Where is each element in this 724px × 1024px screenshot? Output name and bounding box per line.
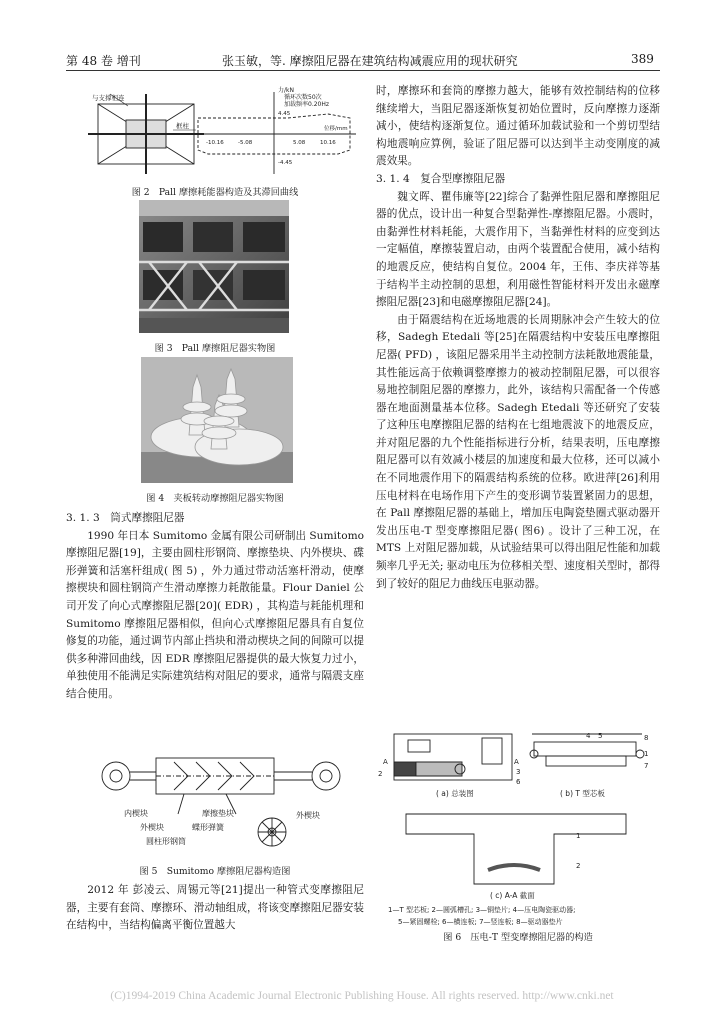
fig2-x-tick: 10.16 xyxy=(320,140,336,146)
fig2-label-brace: 与支撑相连 xyxy=(92,94,125,102)
fig6-legend-2: 5—紧固螺栓; 6—横连板; 7—竖连板; 8—驱动器垫片 xyxy=(398,918,563,926)
fig5-drawing xyxy=(96,752,348,856)
fig2-x-tick: -5.08 xyxy=(238,140,253,146)
fig2-x-unit: 位移/mm xyxy=(324,126,348,132)
fig6a-callout: 4 xyxy=(586,732,591,740)
right-para-2: 由于隔震结构在近场地震的长周期脉冲会产生较大的位移，Sadegh Etedali 等[25]在隔震结构中安装压电摩擦阻尼器( PFD) ，该阻尼器采用半主动控制方法耗散地震能量，其性能远高于依赖调整摩擦力的被动控制阻尼器，可以很容易地控制阻尼器的摩擦力，此外，该结构只需配备一个传感器在地面测量基本位移。Sadegh Etedali 等还研究了安装了这种压电摩擦阻尼器的结构在七组地震波下的地震反应，并对阻尼器的九个性能指标进行分析，结果表明，压电摩擦阻尼器可以有效减小楼层的加速度和最大位移，还可以减小在不同地震作用下的隔震结构系统的位移。欧进萍[26]利用压电材料在电场作用下产生的变形调节装置紧固力的思想，在 Pall 摩擦阻尼器的基础上，增加压电陶瓷垫圈式驱动器开发出压电-T 型变摩擦阻尼器( 图6) 。设计了三种工况，在 MTS 上对阻尼器加载，从试验结果可以得出阻尼性能和加载频率几乎无关; 驱动电压为位移相关型、速度相关型时，都得到了较好的阻尼力曲线压电驱动器。 xyxy=(376,313,660,590)
fig4-photo xyxy=(141,357,293,483)
fig2-graph-title2: 循环次数50次 xyxy=(284,94,322,101)
fig6a-callout: 6 xyxy=(516,778,521,786)
left-para-2: 2012 年 彭凌云、周锡元等[21]提出一种管式变摩擦阻尼器，主要有套筒、摩擦环、滑动轴组成，将该变摩擦阻尼器安装在结构中，当结构偏离平衡位置越大 xyxy=(66,884,364,932)
fig4-caption: 图 4 夹板转动摩擦阻尼器实物图 xyxy=(146,493,284,504)
right-para-0: 时，摩擦环和套筒的摩擦力越大，能够有效控制结构的位移继续增大，当阻尼器逐渐恢复初始位置时，反向摩擦力逐渐减小，使结构逐渐复位。通过循环加载试验和一个剪切型结构地震响应算例，验证了阻尼器可以达到半主动变刚度的减震效果。 xyxy=(376,85,660,168)
running-title: 张玉敏，等. 摩擦阻尼器在建筑结构减震应用的现状研究 xyxy=(222,54,518,68)
fig6-legend-1: 1—T 型芯板; 2—圆弧槽孔; 3—铜垫片; 4—压电陶瓷驱动器; xyxy=(388,906,576,914)
right-para-1: 魏文晖、瞿伟廉等[22]综合了黏弹性阻尼器和摩擦阻尼器的优点，设计出一种复合型黏弹性-摩擦阻尼器。小震时，由黏弹性材料耗能，大震作用下，当黏弹性材料的应变到达一定幅值，摩擦装置启动，由两个装置配合使用，减小结构的地震反应，使结构自复位。2004 年，王伟、李庆祥等基于结构半主动控制的思想，利用磁性智能材料开发出永磁摩擦阻尼器[23]和电磁摩擦阻尼器[24]。 xyxy=(376,190,660,309)
fig6b-callout: 7 xyxy=(644,762,649,770)
fig6a-callout: 2 xyxy=(378,770,383,778)
left-column-top xyxy=(66,510,364,704)
fig2-caption: 图 2 Pall 摩擦耗能器构造及其滞回曲线 xyxy=(131,187,299,198)
fig5-label-friction-pad: 摩擦垫块 xyxy=(202,809,234,818)
fig2-drawing xyxy=(88,84,360,180)
fig6b-callout: 1 xyxy=(644,750,649,758)
fig6a-callout: 5 xyxy=(598,732,603,740)
fig5-caption: 图 5 Sumitomo 摩擦阻尼器构造图 xyxy=(139,866,291,877)
fig6a-callout: A xyxy=(383,758,388,766)
fig5-label-cylinder: 圆柱形钢筒 xyxy=(146,837,186,846)
fig3-photo xyxy=(139,200,289,333)
header-rule xyxy=(66,70,660,71)
fig6-caption: 图 6 压电-T 型变摩擦阻尼器的构造 xyxy=(443,932,593,943)
copyright-footer: (C)1994-2019 China Academic Journal Electronic Publishing House. All rights reserved. http://www.cnki.net xyxy=(110,990,614,1002)
fig2-y-bottom: -4.45 xyxy=(278,160,293,166)
page-number: 389 xyxy=(631,52,654,66)
fig5-label-outer-wedge: 外楔块 xyxy=(140,823,164,832)
journal-volume: 第 48 卷 增刊 xyxy=(66,54,141,68)
fig6-sub-b: ( b) T 型芯板 xyxy=(560,789,605,798)
fig6c-callout: 1 xyxy=(576,832,581,840)
fig5-label-inner-wedge: 内楔块 xyxy=(124,809,148,818)
fig2-label-column: 框柱 xyxy=(176,122,189,130)
fig6a-callout: A xyxy=(514,758,519,766)
fig2-graph-title3: 加载频率0.20Hz xyxy=(284,101,330,108)
section-heading-314: 3. 1. 4 复合型摩擦阻尼器 xyxy=(376,172,506,185)
fig5-label-disc-spring: 蝶形弹簧 xyxy=(192,823,224,832)
fig2-x-tick: 5.08 xyxy=(293,140,306,146)
fig6a-callout: 3 xyxy=(516,768,521,776)
left-para-1: 1990 年日本 Sumitomo 金属有限公司研制出 Sumitomo 摩擦阻尼器[19]，主要由圆柱形钢筒、摩擦垫块、内外楔块、碟形弹簧和活塞杆组成( 图 5) ，外力通过带动活塞杆滑动，使摩擦楔块和圆柱钢筒产生滑动摩擦力耗散能量。Flour Daniel 公司开发了向心式摩擦阻尼器[20]( EDR) ，其构造与耗能机理和 Sumitomo 摩擦阻尼器相似，但向心式摩擦阻尼器具有自复位修复的功能，通过调节内部止挡块和滑动楔块之间的间隙可以提供多种滞回曲线，因 EDR 摩擦阻尼器提供的最大恢复力过小，单独使用不能满足实际建筑结构对阻尼的要求，通常与隔震支座结合使用。 xyxy=(66,529,364,700)
fig6-drawing xyxy=(376,726,660,940)
left-column-bottom xyxy=(66,882,364,935)
section-heading-313: 3. 1. 3 筒式摩擦阻尼器 xyxy=(66,512,185,524)
right-column xyxy=(376,83,660,593)
fig2-y-top: 4.45 xyxy=(278,111,291,117)
fig6b-callout: 8 xyxy=(644,734,649,742)
fig5-label-outer-wedge-2: 外楔块 xyxy=(296,811,320,820)
fig6-sub-c: ( c) A-A 截面 xyxy=(490,891,535,900)
fig2-graph-title1: 力/kN xyxy=(278,87,294,94)
fig2-x-tick: -10.16 xyxy=(206,140,224,146)
fig6-sub-a: ( a) 总装图 xyxy=(436,789,474,798)
fig3-caption: 图 3 Pall 摩擦阻尼器实物图 xyxy=(154,343,276,354)
fig6c-callout: 2 xyxy=(576,862,581,870)
